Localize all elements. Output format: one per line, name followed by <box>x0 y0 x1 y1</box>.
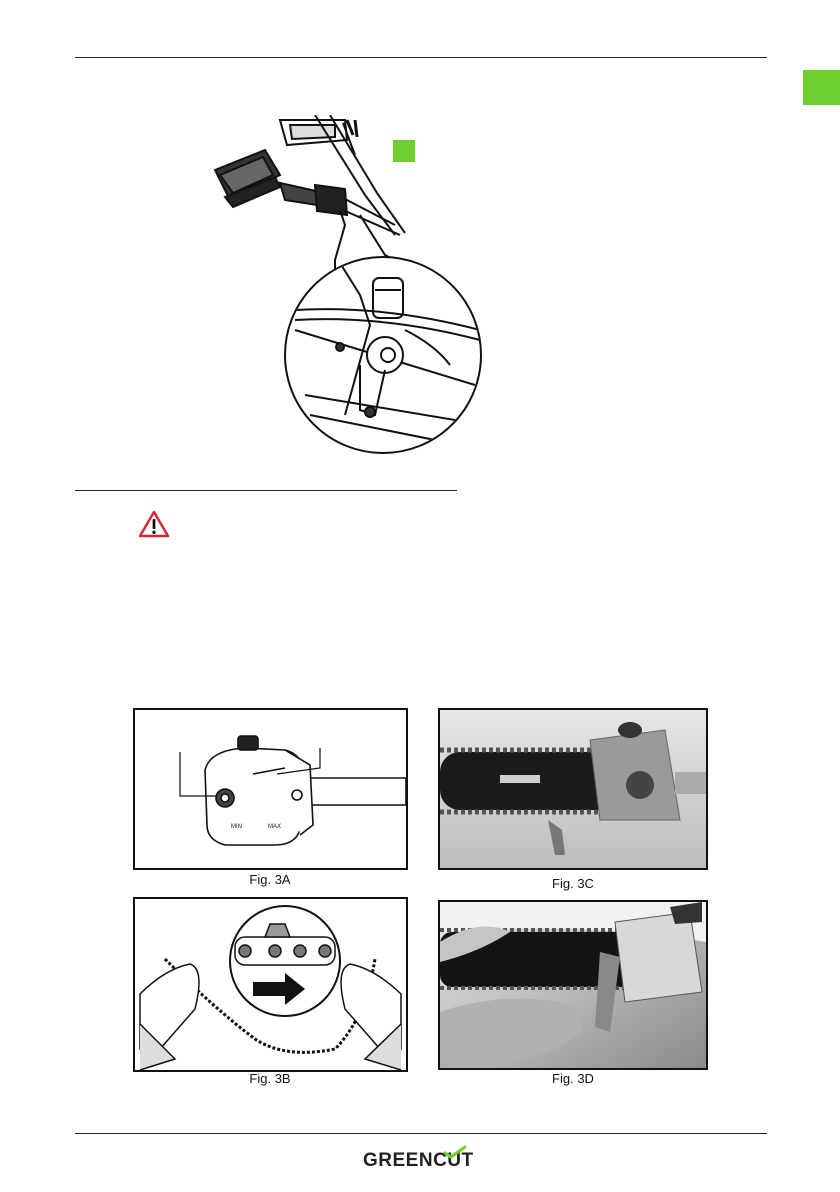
pole-saw-assembly-illustration <box>195 115 495 460</box>
chain-direction-illustration <box>135 899 406 1070</box>
footer-rule <box>75 1133 767 1134</box>
section-rule <box>75 490 457 491</box>
figure-3a <box>133 708 408 870</box>
figure-3c <box>438 708 708 870</box>
logo-text: GREENCUT <box>363 1150 474 1171</box>
warning-triangle-icon <box>138 510 170 538</box>
min-label: MIN <box>231 824 242 830</box>
max-label: MAX <box>268 824 282 830</box>
figure-3d <box>438 900 708 1070</box>
chain-bar-photo <box>440 710 706 868</box>
chain-tension-photo <box>440 902 706 1068</box>
fig-3b-caption: Fig. 3B <box>249 1071 291 1086</box>
fig-3c-caption: Fig. 3C <box>552 876 594 891</box>
logo-check-icon <box>443 1145 467 1159</box>
figure-3b <box>133 897 408 1072</box>
fig-3d-caption: Fig. 3D <box>552 1071 594 1086</box>
section-tab <box>803 70 840 105</box>
header-rule <box>75 57 767 58</box>
fig-3a-caption: Fig. 3A <box>249 872 291 887</box>
oil-tank-illustration <box>135 710 406 868</box>
